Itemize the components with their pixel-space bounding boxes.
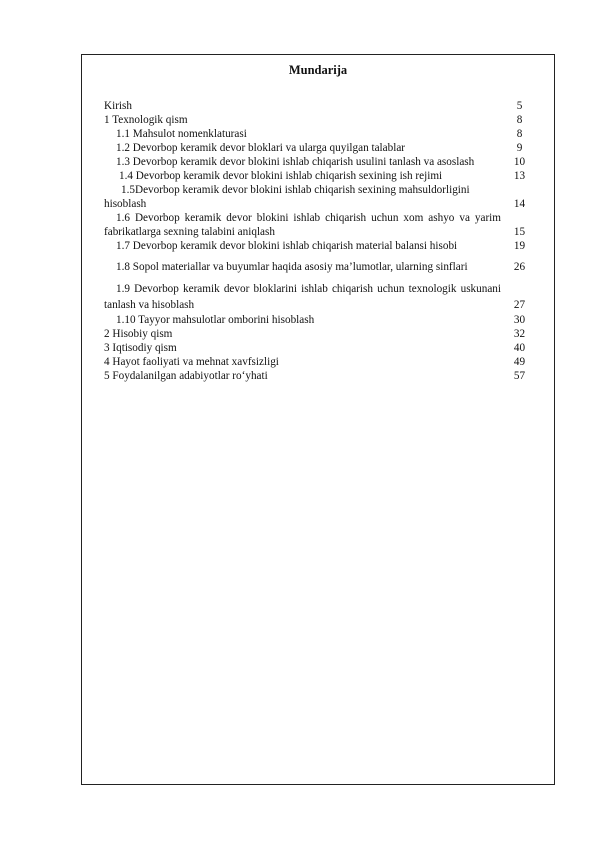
toc-entry-page: 19 [513,240,526,252]
toc-entry-page: 26 [513,261,526,273]
toc-entry-page: 9 [516,142,523,154]
toc-entry[interactable] [104,155,532,169]
toc-entry[interactable] [104,239,532,253]
toc-entry[interactable] [104,355,532,369]
toc-entry-text: 5 Foydalanilgan adabiyotlar ro‘yhati [104,370,268,382]
toc-entry[interactable] [104,141,532,155]
toc-entry-page: 8 [516,114,523,126]
toc-entry[interactable] [104,327,532,341]
toc-entry-page: 49 [513,356,526,368]
toc-entry-text: 4 Hayot faoliyati va mehnat xavfsizligi [104,356,279,368]
toc-entry-page: 13 [513,170,526,182]
toc-entry-text: Kirish [104,100,132,112]
toc-entry[interactable] [104,169,532,183]
toc-entry-page: 32 [513,328,526,340]
toc-entry[interactable] [104,127,532,141]
toc-entry-page: 14 [513,198,526,210]
toc-entry-text: 3 Iqtisodiy qism [104,342,177,354]
toc-entry-text: 1.5Devorbop keramik devor blokini ishlab chiqarish sexining mahsuldorligini hisoblash [104,184,470,210]
toc-entry-text: 2 Hisobiy qism [104,328,173,340]
toc-entry-text: 1 Texnologik qism [104,114,188,126]
toc-entry[interactable] [104,99,532,113]
toc-entry[interactable] [104,113,532,127]
toc-entry-page: 15 [513,226,526,238]
toc-entry[interactable] [104,341,532,355]
toc-entry-text: 1.4 Devorbop keramik devor blokini ishlab chiqarish sexining ish rejimi [119,170,443,182]
toc-entry-text: 1.3 Devorbop keramik devor blokini ishlab chiqarish usulini tanlash va asoslash [116,156,475,168]
toc-entry-page: 57 [513,370,526,382]
toc-entry-text: 1.7 Devorbop keramik devor blokini ishlab chiqarish material balansi hisobi [116,240,458,252]
toc-entry-text: 1.6 Devorbop keramik devor blokini ishlab chiqarish uchun xom ashyo va yarim fabrikatlarga sexning talabini aniqlash [104,212,501,238]
toc-entry-page: 40 [513,342,526,354]
toc-entry-text: 1.9 Devorbop keramik devor bloklarini ishlab chiqarish uchun texnologik uskunani tanlash va hisoblash [104,283,501,311]
toc-entry-page: 5 [516,100,523,112]
table-of-contents [104,99,532,383]
toc-entry-page: 10 [513,156,526,168]
toc-entry[interactable] [104,369,532,383]
toc-entry[interactable] [104,281,532,313]
page-frame [81,54,555,785]
toc-entry[interactable] [104,211,532,239]
toc-entry-page: 27 [513,299,526,311]
toc-entry[interactable] [104,313,532,327]
page-title: Mundarija [288,63,348,77]
toc-entry[interactable] [104,259,532,275]
toc-entry-text: 1.8 Sopol materiallar va buyumlar haqida asosiy ma’lumotlar, ularning sinflari [116,261,468,273]
toc-entry-text: 1.2 Devorbop keramik devor bloklari va ularga quyilgan talablar [116,142,406,154]
toc-entry-page: 30 [513,314,526,326]
toc-entry-text: 1.1 Mahsulot nomenklaturasi [116,128,247,140]
toc-entry-text: 1.10 Tayyor mahsulotlar omborini hisoblash [116,314,315,326]
toc-entry[interactable] [104,183,532,211]
toc-entry-page: 8 [516,128,523,140]
